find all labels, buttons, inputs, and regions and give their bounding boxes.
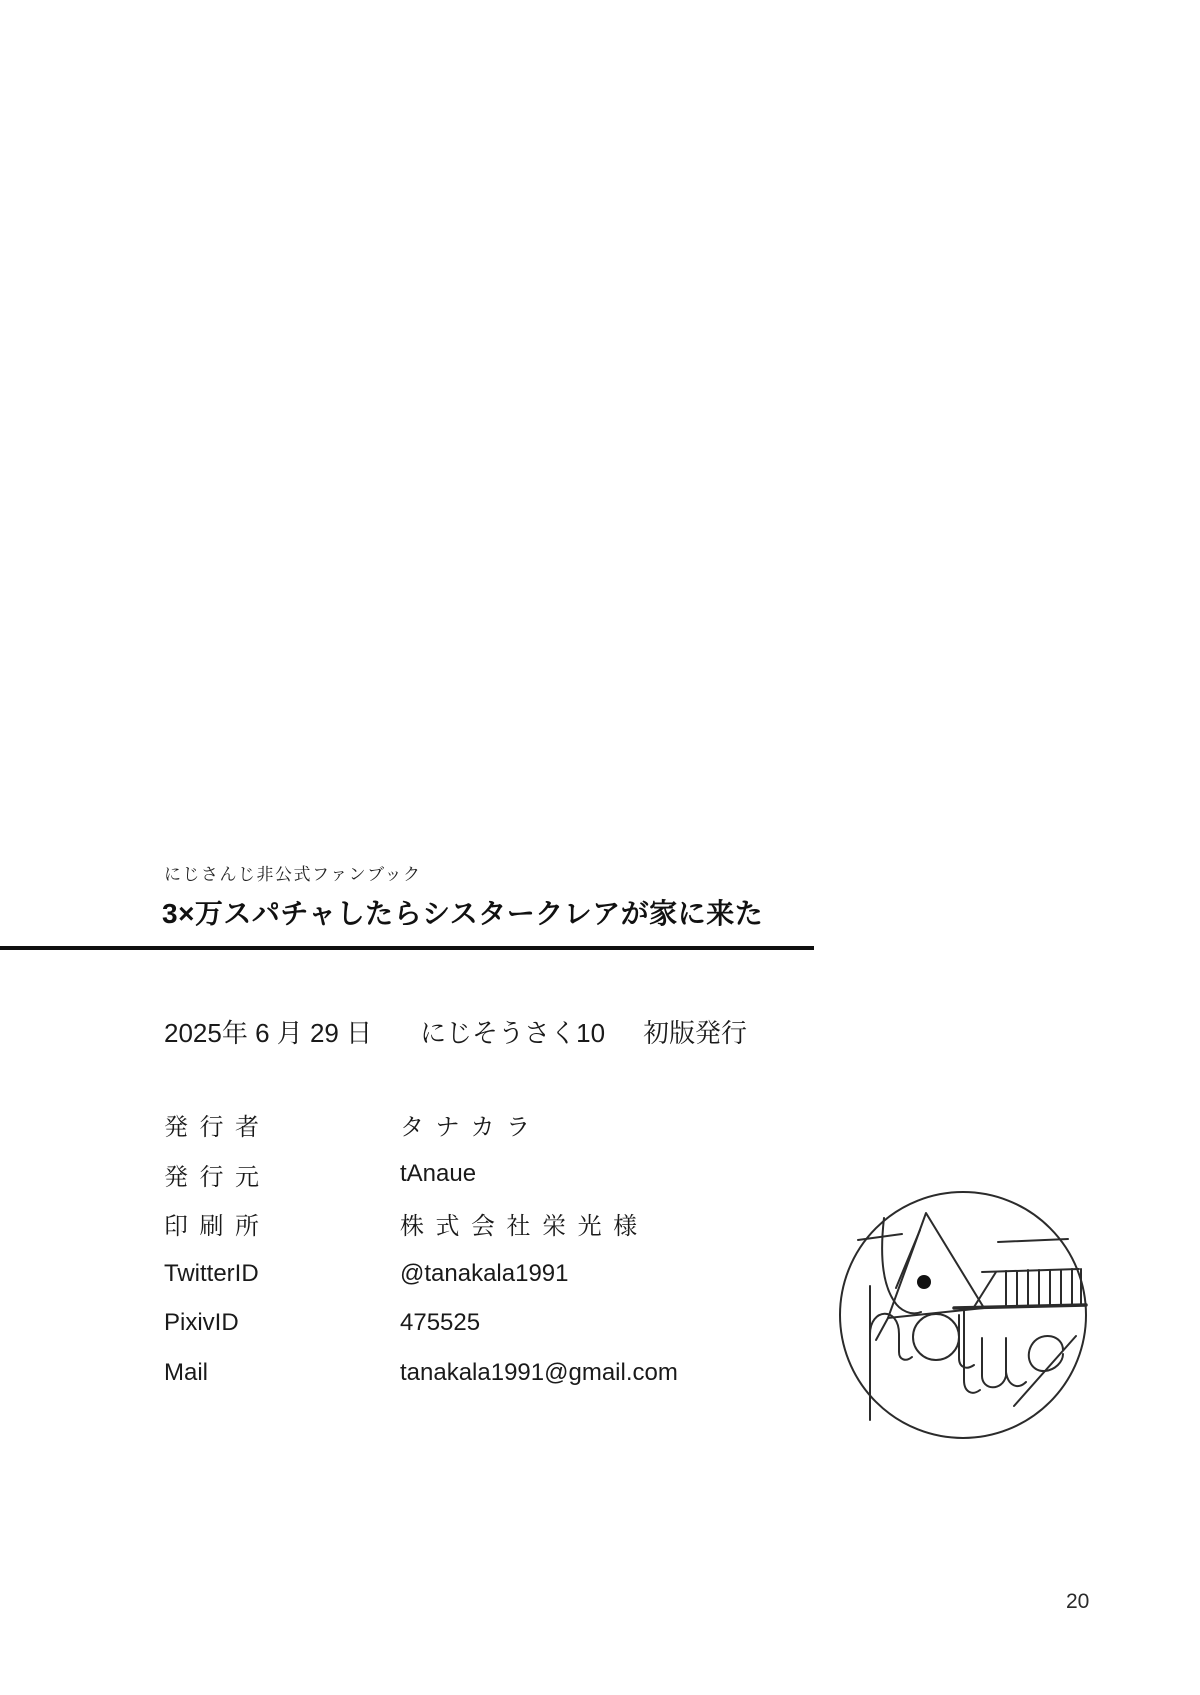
publish-date: 2025年 6 月 29 日	[164, 1018, 373, 1048]
row-value: 株式会社栄光様	[400, 1213, 649, 1241]
row-value: タナカラ	[400, 1114, 542, 1142]
colophon-row-publisher	[164, 1100, 804, 1150]
tanaue-circle-logo-icon	[836, 1188, 1090, 1442]
row-value: @tanakala1991	[400, 1259, 569, 1287]
colophon-row-mail	[164, 1348, 804, 1398]
row-value: tAnaue	[400, 1160, 477, 1188]
series-label: にじさんじ非公式ファンブック	[164, 865, 422, 884]
colophon-row-pixiv	[164, 1298, 804, 1348]
colophon-row-printer	[164, 1199, 804, 1249]
row-label: TwitterID	[164, 1259, 259, 1287]
row-label: PixivID	[164, 1309, 239, 1337]
row-label: 発行元	[164, 1163, 271, 1191]
row-value: tanakala1991@gmail.com	[400, 1358, 678, 1386]
colophon-row-twitter	[164, 1249, 804, 1299]
row-label: 発行者	[164, 1114, 271, 1142]
edition-line	[164, 1013, 747, 1050]
event-name: にじそうさく10	[420, 1018, 606, 1048]
page-number: 20	[1066, 1590, 1090, 1613]
row-value: 475525	[400, 1309, 481, 1337]
row-label: Mail	[164, 1358, 209, 1386]
book-title: 3×万スパチャしたらシスタークレアが家に来た	[162, 898, 764, 929]
row-label: 印刷所	[164, 1213, 271, 1241]
divider-rule	[0, 946, 814, 950]
colophon-table	[164, 1100, 804, 1398]
edition-label: 初版発行	[643, 1018, 748, 1048]
colophon-row-circle	[164, 1150, 804, 1200]
